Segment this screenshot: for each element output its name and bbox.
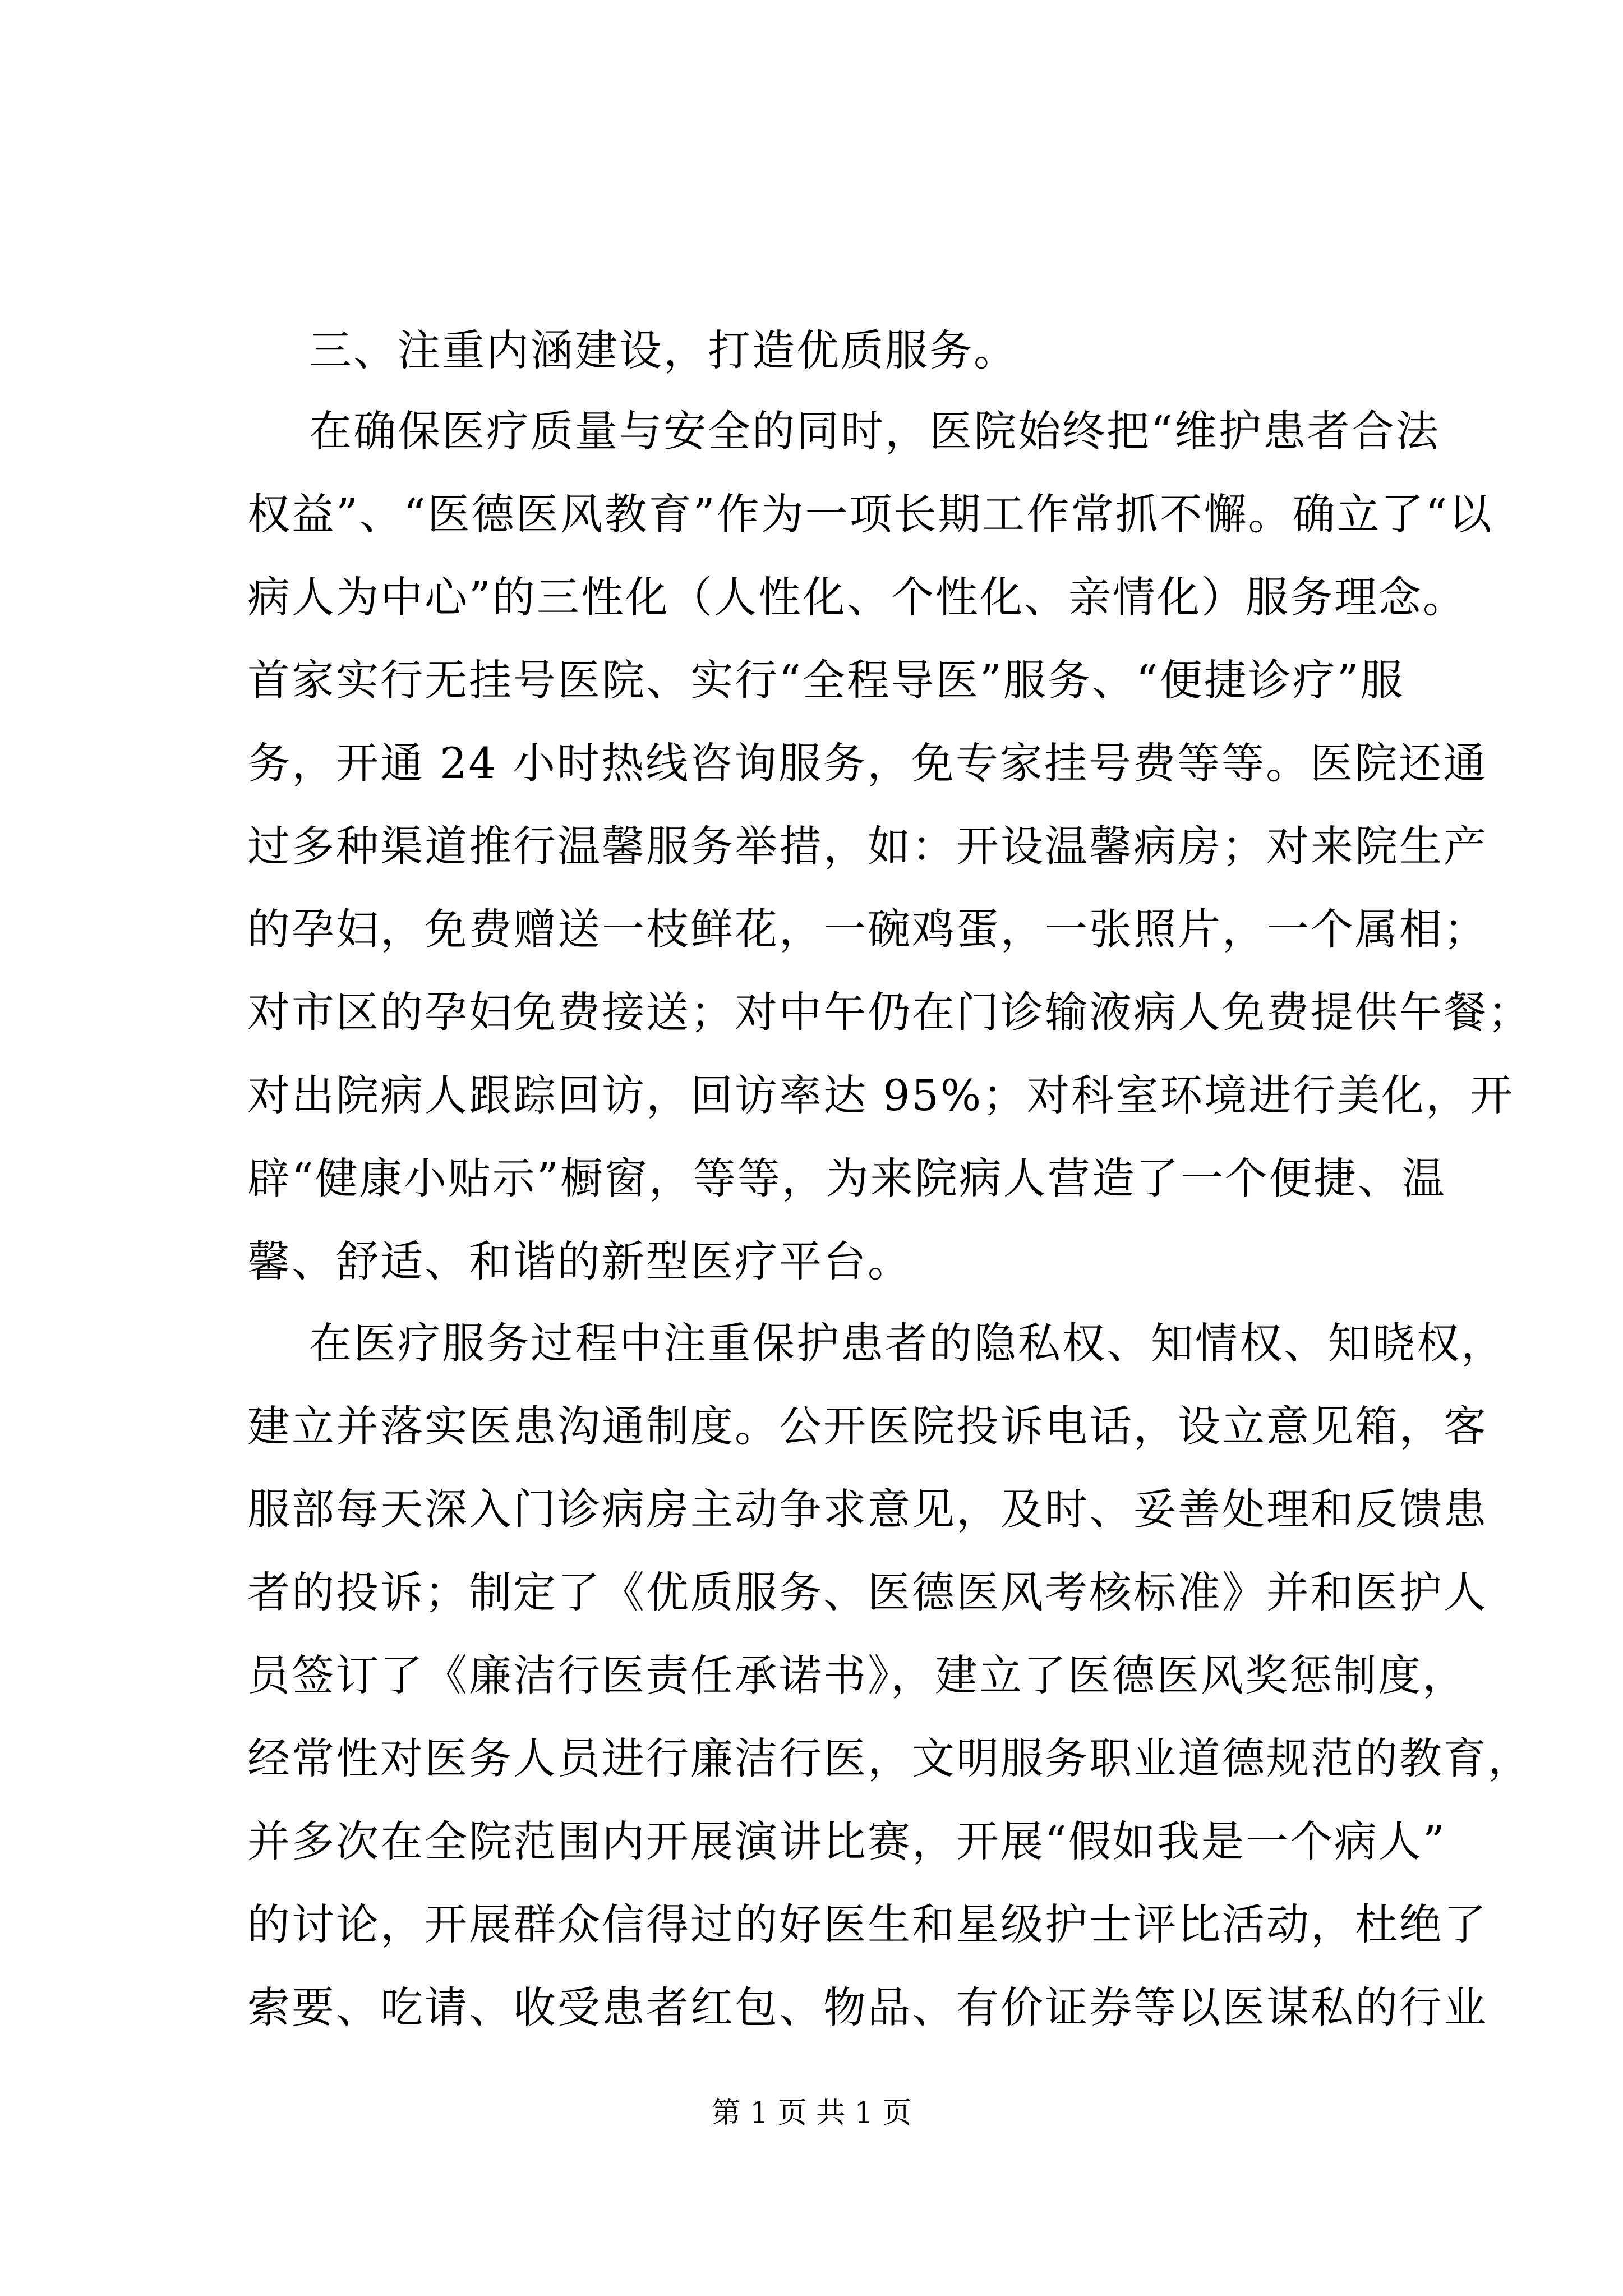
text-line: 病人为中心”的三性化（人性化、个性化、亲情化）服务理念。 [247, 572, 1467, 622]
text-line: 建立并落实医患沟通制度。公开医院投诉电话，设立意见箱，客 [247, 1401, 1488, 1451]
text-line: 首家实行无挂号医院、实行“全程导医”服务、“便捷诊疗”服 [247, 655, 1405, 705]
text-line: 在确保医疗质量与安全的同时，医院始终把“维护患者合法 [309, 406, 1440, 456]
text-line: 馨、舒适、和谐的新型医疗平台。 [247, 1236, 912, 1286]
text-line: 对出院病人跟踪回访，回访率达 95%；对科室环境进行美化，开 [247, 1070, 1515, 1120]
text-line: 辟“健康小贴示”橱窗，等等，为来院病人营造了一个便捷、温 [247, 1153, 1446, 1203]
text-line: 的孕妇，免费赠送一枝鲜花，一碗鸡蛋，一张照片，一个属相； [247, 904, 1488, 954]
text-line: 三、注重内涵建设，打造优质服务。 [309, 325, 1018, 375]
text-line: 过多种渠道推行温馨服务举措，如：开设温馨病房；对来院生产 [247, 821, 1488, 871]
page-footer: 第 1 页 共 1 页 [711, 2096, 912, 2130]
text-line: 并多次在全院范围内开展演讲比赛，开展“假如我是一个病人” [247, 1816, 1446, 1866]
text-line: 服部每天深入门诊病房主动争求意见，及时、妥善处理和反馈患 [247, 1484, 1488, 1534]
text-line: 对市区的孕妇免费接送；对中午仍在门诊输液病人免费提供午餐； [247, 987, 1532, 1037]
text-line: 索要、吃请、收受患者红包、物品、有价证券等以医谋私的行业 [247, 1982, 1488, 2032]
text-line: 员签订了《廉洁行医责任承诺书》，建立了医德医风奖惩制度， [247, 1650, 1467, 1700]
text-line: 权益”、“医德医风教育”作为一项长期工作常抓不懈。确立了“以 [247, 489, 1493, 539]
text-line: 的讨论，开展群众信得过的好医生和星级护士评比活动，杜绝了 [247, 1899, 1488, 1949]
text-line: 在医疗服务过程中注重保护患者的隐私权、知情权、知晓权， [309, 1318, 1505, 1368]
text-line: 务，开通 24 小时热线咨询服务，免专家挂号费等等。医院还通 [247, 738, 1488, 788]
text-line: 经常性对医务人员进行廉洁行医，文明服务职业道德规范的教育， [247, 1733, 1532, 1783]
text-line: 者的投诉；制定了《优质服务、医德医风考核标准》并和医护人 [247, 1567, 1488, 1617]
